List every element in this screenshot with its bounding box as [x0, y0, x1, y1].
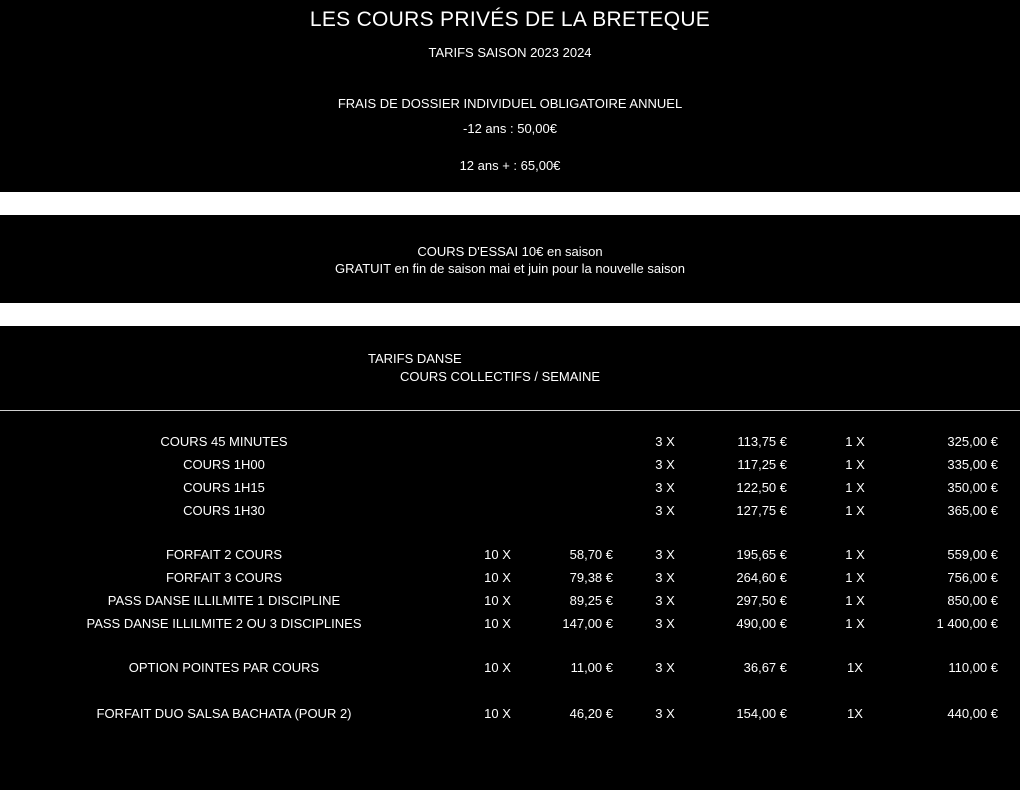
cell-q2: 3 X	[655, 570, 675, 585]
table-row	[0, 546, 1020, 566]
divider	[0, 410, 1020, 411]
cell-p2: 117,25 €	[737, 457, 787, 472]
cell-q2: 3 X	[655, 434, 675, 449]
table-row	[0, 502, 1020, 522]
cell-p2: 36,67 €	[743, 660, 787, 675]
cell-p1: 11,00 €	[570, 660, 613, 675]
cell-q1: 10 X	[484, 570, 511, 585]
table-row	[0, 569, 1020, 589]
cell-q3: 1 X	[845, 593, 865, 608]
table-row	[0, 479, 1020, 499]
trial-section	[0, 215, 1020, 303]
table-row	[0, 659, 1020, 679]
tarifs-heading: TARIFS DANSE	[368, 351, 462, 366]
cell-label: COURS 45 MINUTES	[160, 434, 288, 449]
cell-p2: 195,65 €	[736, 547, 787, 562]
cell-p3: 350,00 €	[947, 480, 998, 495]
cell-q2: 3 X	[655, 593, 675, 608]
table-row	[0, 592, 1020, 612]
cell-p1: 89,25 €	[569, 593, 613, 608]
cell-label: COURS 1H00	[183, 457, 265, 472]
tarifs-section	[0, 326, 1020, 790]
cell-p1: 46,20 €	[569, 706, 613, 721]
cell-q2: 3 X	[655, 706, 675, 721]
tarifs-subheading: COURS COLLECTIFS / SEMAINE	[400, 369, 601, 384]
cell-q1: 10 X	[484, 547, 511, 562]
season-subtitle: TARIFS SAISON 2023 2024	[428, 45, 592, 60]
cell-q1: 10 X	[484, 660, 511, 675]
cell-p2: 122,50 €	[736, 480, 787, 495]
fee-title: FRAIS DE DOSSIER INDIVIDUEL OBLIGATOIRE ANNUEL	[337, 96, 683, 111]
cell-q3: 1 X	[845, 434, 865, 449]
cell-q2: 3 X	[655, 547, 675, 562]
fee-over-12: 12 ans + : 65,00€	[459, 158, 561, 173]
cell-p3: 850,00 €	[947, 593, 998, 608]
cell-p1: 58,70 €	[569, 547, 613, 562]
fee-under-12: -12 ans : 50,00€	[463, 121, 557, 136]
cell-q1: 10 X	[484, 706, 511, 721]
table-row	[0, 456, 1020, 476]
cell-q3: 1X	[847, 660, 863, 675]
table-row	[0, 615, 1020, 635]
cell-label: FORFAIT 2 COURS	[165, 547, 283, 562]
cell-label: FORFAIT DUO SALSA BACHATA (POUR 2)	[96, 706, 352, 721]
cell-q1: 10 X	[484, 593, 511, 608]
cell-p2: 154,00 €	[736, 706, 787, 721]
trial-line-2: GRATUIT en fin de saison mai et juin pour la nouvelle saison	[335, 261, 685, 276]
table-row	[0, 705, 1020, 725]
cell-label: OPTION POINTES PAR COURS	[128, 660, 320, 675]
cell-p3: 365,00 €	[947, 503, 998, 518]
cell-p2: 113,75 €	[737, 434, 787, 449]
table-row	[0, 433, 1020, 453]
cell-p2: 297,50 €	[736, 593, 787, 608]
cell-p3: 325,00 €	[947, 434, 998, 449]
cell-q3: 1 X	[845, 503, 865, 518]
cell-p3: 110,00 €	[948, 660, 998, 675]
cell-p1: 147,00 €	[562, 616, 613, 631]
cell-p2: 490,00 €	[736, 616, 787, 631]
cell-label: FORFAIT 3 COURS	[165, 570, 283, 585]
cell-p1: 79,38 €	[569, 570, 613, 585]
cell-q1: 10 X	[484, 616, 511, 631]
cell-q2: 3 X	[655, 480, 675, 495]
cell-p3: 1 400,00 €	[936, 616, 998, 631]
page-title: LES COURS PRIVÉS DE LA BRETEQUE	[309, 8, 711, 31]
cell-q3: 1 X	[845, 547, 865, 562]
cell-p3: 559,00 €	[947, 547, 998, 562]
header-section	[0, 0, 1020, 192]
cell-q2: 3 X	[655, 660, 675, 675]
cell-q3: 1 X	[845, 616, 865, 631]
cell-label: PASS DANSE ILLILMITE 1 DISCIPLINE	[107, 593, 341, 608]
cell-label: COURS 1H30	[183, 503, 265, 518]
cell-q2: 3 X	[655, 503, 675, 518]
trial-line-1: COURS D'ESSAI 10€ en saison	[417, 244, 603, 259]
cell-label: COURS 1H15	[183, 480, 265, 495]
cell-p3: 335,00 €	[947, 457, 998, 472]
cell-q3: 1X	[847, 706, 863, 721]
cell-q2: 3 X	[655, 616, 675, 631]
cell-p3: 756,00 €	[947, 570, 998, 585]
cell-label: PASS DANSE ILLILMITE 2 OU 3 DISCIPLINES	[86, 616, 362, 631]
cell-p3: 440,00 €	[947, 706, 998, 721]
cell-q3: 1 X	[845, 480, 865, 495]
cell-q3: 1 X	[845, 457, 865, 472]
cell-q3: 1 X	[845, 570, 865, 585]
cell-p2: 127,75 €	[736, 503, 787, 518]
cell-q2: 3 X	[655, 457, 675, 472]
cell-p2: 264,60 €	[736, 570, 787, 585]
